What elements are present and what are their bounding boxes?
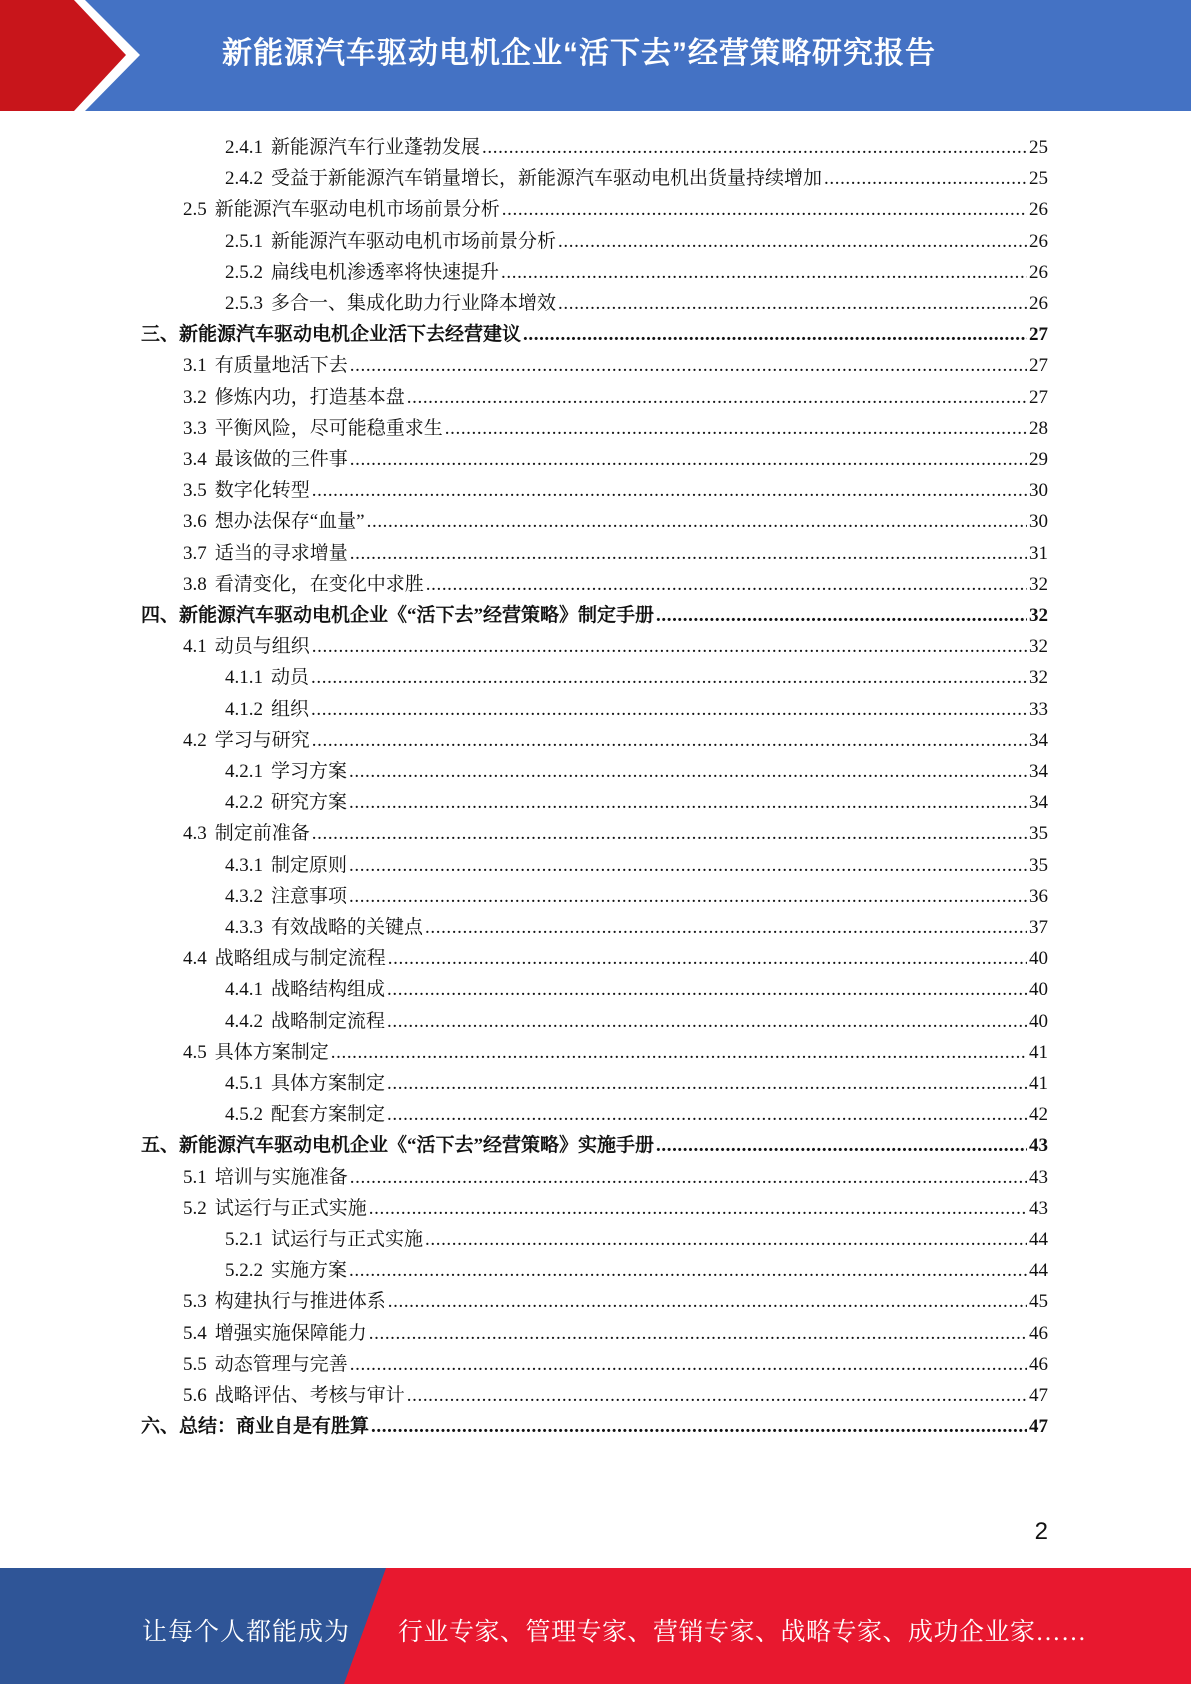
toc-entry-title: 总结：商业自是有胜算 <box>179 1416 370 1438</box>
toc-entry-title: 想办法保存“血量” <box>214 511 365 533</box>
toc-entry-page: 33 <box>1029 698 1048 720</box>
toc-entry-title: 动员与组织 <box>214 636 310 658</box>
toc-entry-number: 4.1.1 <box>225 667 263 689</box>
toc-leader-dots <box>523 324 1027 346</box>
toc-entry-number: 4.3.2 <box>225 885 263 907</box>
toc-entry-title: 受益于新能源汽车销量增长，新能源汽车驱动电机出货量持续增加 <box>271 168 823 190</box>
toc-entry[interactable] <box>183 378 1048 409</box>
toc-entry-number: 5.3 <box>183 1291 207 1313</box>
toc-leader-dots <box>426 574 1027 596</box>
toc-leader-dots <box>311 667 1027 689</box>
page-footer <box>0 1568 1191 1684</box>
footer-tagline: 行业专家、管理专家、营销专家、战略专家、成功企业家…… <box>398 1619 1087 1646</box>
toc-entry-page: 32 <box>1029 605 1048 626</box>
toc-leader-dots <box>349 886 1027 908</box>
toc-entry-page: 35 <box>1029 854 1048 876</box>
toc-entry-number: 4.4 <box>183 948 207 970</box>
toc-leader-dots <box>502 199 1027 221</box>
toc-leader-dots <box>407 1385 1027 1407</box>
toc-entry-number: 4.3 <box>183 823 207 845</box>
toc-entry-page: 46 <box>1029 1353 1048 1375</box>
toc-entry[interactable] <box>141 1407 1048 1438</box>
toc-entry[interactable] <box>225 690 1048 721</box>
toc-entry[interactable] <box>183 1345 1048 1376</box>
toc-entry-number: 2.5.2 <box>225 261 263 283</box>
toc-leader-dots <box>369 1323 1027 1345</box>
toc-entry[interactable] <box>183 721 1048 752</box>
toc-entry-number: 4.4.2 <box>225 1010 263 1032</box>
toc-entry-page: 37 <box>1029 917 1048 938</box>
toc-entry-title: 新能源汽车驱动电机市场前景分析 <box>214 199 500 221</box>
toc-entry-page: 40 <box>1029 979 1048 1001</box>
toc-leader-dots <box>445 418 1027 440</box>
toc-entry-title: 动员 <box>271 667 310 689</box>
toc-entry[interactable] <box>141 315 1048 346</box>
toc-entry[interactable] <box>183 534 1048 565</box>
page-header <box>0 0 1191 111</box>
toc-leader-dots <box>656 605 1027 627</box>
toc-entry[interactable] <box>225 253 1048 284</box>
toc-entry-page: 25 <box>1029 137 1048 158</box>
toc-entry-page: 41 <box>1029 1041 1048 1063</box>
toc-entry-page: 47 <box>1029 1416 1048 1438</box>
toc-leader-dots <box>350 1354 1027 1376</box>
toc-entry-title: 多合一、集成化助力行业降本增效 <box>271 293 557 314</box>
toc-entry-number: 3.1 <box>183 355 207 377</box>
toc-entry-title: 研究方案 <box>271 792 348 814</box>
toc-entry[interactable] <box>183 814 1048 845</box>
toc-entry-number: 五、 <box>141 1135 180 1157</box>
toc-entry-title: 制定前准备 <box>214 823 310 845</box>
toc-entry[interactable] <box>183 1189 1048 1220</box>
toc-entry[interactable] <box>225 877 1048 908</box>
toc-leader-dots <box>407 387 1027 409</box>
toc-entry-title: 培训与实施准备 <box>214 1166 348 1188</box>
toc-entry-title: 新能源汽车驱动电机市场前景分析 <box>271 230 557 252</box>
toc-entry[interactable] <box>183 939 1048 970</box>
toc-entry-number: 4.2 <box>183 729 207 751</box>
toc-entry-title: 具体方案制定 <box>271 1073 386 1094</box>
toc-entry-page: 30 <box>1029 511 1048 533</box>
toc-entry-title: 平衡风险，尽可能稳重求生 <box>214 417 443 439</box>
toc-entry-page: 34 <box>1029 792 1048 814</box>
toc-entry-page: 35 <box>1029 823 1048 845</box>
toc-leader-dots <box>312 730 1027 752</box>
toc-entry-title: 修炼内功，打造基本盘 <box>214 386 405 408</box>
toc-entry[interactable] <box>183 1033 1048 1064</box>
toc-entry-page: 44 <box>1029 1229 1048 1250</box>
toc-leader-dots <box>349 792 1027 814</box>
toc-entry-title: 组织 <box>271 698 310 720</box>
toc-leader-dots <box>425 917 1027 939</box>
toc-entry[interactable] <box>225 1002 1048 1033</box>
toc-entry[interactable] <box>183 1282 1048 1313</box>
toc-leader-dots <box>350 1167 1027 1189</box>
document-title: 新能源汽车驱动电机企业“活下去”经营策略研究报告 <box>222 37 936 70</box>
toc-entry-title: 战略组成与制定流程 <box>214 948 386 970</box>
toc-entry-number: 4.5 <box>183 1041 207 1063</box>
toc-entry-page: 26 <box>1029 293 1048 314</box>
toc-entry-number: 4.2.1 <box>225 761 263 782</box>
toc-entry-number: 四、 <box>141 605 180 626</box>
toc-entry-number: 2.5.1 <box>225 230 263 252</box>
toc-entry-number: 5.2.2 <box>225 1260 263 1282</box>
toc-entry-title: 新能源汽车驱动电机企业《“活下去”经营策略》实施手册 <box>179 1135 655 1157</box>
toc-leader-dots <box>656 1135 1027 1157</box>
toc-entry-title: 战略制定流程 <box>271 1010 386 1032</box>
toc-entry-title: 配套方案制定 <box>271 1104 386 1126</box>
toc-entry-number: 2.5.3 <box>225 293 263 314</box>
toc-entry-number: 2.5 <box>183 199 207 221</box>
toc-entry-page: 43 <box>1029 1197 1048 1219</box>
toc-entry-number: 4.5.1 <box>225 1073 263 1094</box>
toc-leader-dots <box>369 1198 1027 1220</box>
toc-entry[interactable] <box>141 1126 1048 1157</box>
toc-entry-number: 3.8 <box>183 573 207 595</box>
toc-entry-number: 4.4.1 <box>225 979 263 1001</box>
toc-entry-title: 有质量地活下去 <box>214 355 348 377</box>
toc-entry-title: 看清变化，在变化中求胜 <box>214 573 424 595</box>
toc-entry-number: 3.7 <box>183 542 207 564</box>
toc-leader-dots <box>558 231 1027 253</box>
toc-entry[interactable] <box>225 658 1048 689</box>
toc-entry-page: 44 <box>1029 1260 1048 1282</box>
toc-entry-number: 3.4 <box>183 449 207 470</box>
toc-entry[interactable] <box>225 128 1048 159</box>
toc-entry[interactable] <box>183 409 1048 440</box>
toc-entry-number: 4.5.2 <box>225 1104 263 1126</box>
toc-entry-title: 新能源汽车行业蓬勃发展 <box>271 137 481 158</box>
toc-entry[interactable] <box>225 846 1048 877</box>
toc-leader-dots <box>387 1011 1027 1033</box>
toc-entry-page: 30 <box>1029 480 1048 502</box>
page-number: 2 <box>1034 1518 1048 1545</box>
toc-entry[interactable] <box>183 471 1048 502</box>
toc-entry[interactable] <box>225 783 1048 814</box>
toc-entry[interactable] <box>225 159 1048 190</box>
toc-entry[interactable] <box>183 346 1048 377</box>
toc-leader-dots <box>388 1291 1027 1313</box>
toc-entry-number: 3.5 <box>183 480 207 502</box>
toc-leader-dots <box>387 1104 1027 1126</box>
toc-entry-title: 学习与研究 <box>214 729 310 751</box>
footer-slogan: 让每个人都能成为 <box>142 1619 351 1646</box>
toc-entry-page: 31 <box>1029 542 1048 564</box>
toc-entry-title: 试运行与正式实施 <box>271 1229 424 1250</box>
toc-entry-title: 数字化转型 <box>214 480 310 502</box>
toc-entry[interactable] <box>183 190 1048 221</box>
toc-leader-dots <box>349 761 1027 783</box>
toc-entry-page: 28 <box>1029 417 1048 439</box>
toc-entry-page: 40 <box>1029 1010 1048 1032</box>
toc-entry-page: 32 <box>1029 636 1048 658</box>
toc-entry-number: 5.2.1 <box>225 1229 263 1250</box>
toc-entry-page: 34 <box>1029 729 1048 751</box>
toc-leader-dots <box>331 1042 1027 1064</box>
toc-entry-page: 29 <box>1029 449 1048 470</box>
toc-leader-dots <box>349 855 1027 877</box>
toc-entry[interactable] <box>225 1095 1048 1126</box>
toc-entry-title: 试运行与正式实施 <box>214 1197 367 1219</box>
toc-leader-dots <box>371 1416 1027 1438</box>
toc-leader-dots <box>387 979 1027 1001</box>
toc-leader-dots <box>824 168 1027 190</box>
toc-leader-dots <box>312 636 1027 658</box>
toc-leader-dots <box>501 262 1027 284</box>
toc-leader-dots <box>388 948 1027 970</box>
toc-entry-number: 4.1 <box>183 636 207 658</box>
toc-entry-number: 5.6 <box>183 1385 207 1406</box>
toc-entry-title: 增强实施保障能力 <box>214 1322 367 1344</box>
toc-entry-number: 六、 <box>141 1416 180 1438</box>
toc-entry-number: 4.3.3 <box>225 917 263 938</box>
toc-leader-dots <box>349 1260 1027 1282</box>
toc-entry-title: 适当的寻求增量 <box>214 542 348 564</box>
toc-entry-number: 三、 <box>141 324 180 346</box>
toc-entry-number: 5.2 <box>183 1197 207 1219</box>
toc-leader-dots <box>311 699 1027 721</box>
toc-entry[interactable] <box>225 908 1048 939</box>
toc-leader-dots <box>387 1073 1027 1095</box>
toc-entry-number: 3.6 <box>183 511 207 533</box>
toc-entry-title: 注意事项 <box>271 885 348 907</box>
toc-entry-number: 5.5 <box>183 1353 207 1375</box>
toc-entry-title: 新能源汽车驱动电机企业活下去经营建议 <box>179 324 522 346</box>
toc-leader-dots <box>350 355 1027 377</box>
toc-entry-page: 25 <box>1029 168 1048 190</box>
toc-entry-page: 42 <box>1029 1104 1048 1126</box>
toc-entry[interactable] <box>225 1251 1048 1282</box>
toc-entry[interactable] <box>183 502 1048 533</box>
toc-entry-page: 45 <box>1029 1291 1048 1313</box>
toc-entry-page: 40 <box>1029 948 1048 970</box>
toc-entry-title: 构建执行与推进体系 <box>214 1291 386 1313</box>
toc-entry-title: 新能源汽车驱动电机企业《“活下去”经营策略》制定手册 <box>179 605 655 626</box>
toc-entry-title: 实施方案 <box>271 1260 348 1282</box>
toc-entry[interactable] <box>183 440 1048 471</box>
toc-entry-title: 有效战略的关键点 <box>271 917 424 938</box>
toc-entry-number: 2.4.1 <box>225 137 263 158</box>
toc-entry[interactable] <box>225 970 1048 1001</box>
toc-leader-dots <box>350 543 1027 565</box>
toc-entry-page: 47 <box>1029 1385 1048 1406</box>
toc-leader-dots <box>312 823 1027 845</box>
toc-entry-title: 最该做的三件事 <box>214 449 348 470</box>
toc-entry-title: 制定原则 <box>271 854 348 876</box>
toc-leader-dots <box>367 511 1027 533</box>
toc-leader-dots <box>312 480 1027 502</box>
toc-entry-title: 战略评估、考核与审计 <box>214 1385 405 1406</box>
toc-entry-number: 2.4.2 <box>225 168 263 190</box>
toc-entry-page: 46 <box>1029 1322 1048 1344</box>
toc-entry-title: 具体方案制定 <box>214 1041 329 1063</box>
toc-entry-page: 32 <box>1029 667 1048 689</box>
toc-entry-page: 32 <box>1029 573 1048 595</box>
toc-entry[interactable] <box>225 284 1048 315</box>
toc-entry-page: 34 <box>1029 761 1048 782</box>
toc-entry[interactable] <box>183 1158 1048 1189</box>
toc-entry-number: 4.3.1 <box>225 854 263 876</box>
toc-entry-number: 3.3 <box>183 417 207 439</box>
toc-entry-page: 26 <box>1029 261 1048 283</box>
toc-entry[interactable] <box>225 752 1048 783</box>
toc-entry-number: 4.2.2 <box>225 792 263 814</box>
toc-entry-number: 5.1 <box>183 1166 207 1188</box>
toc-entry-page: 26 <box>1029 230 1048 252</box>
toc-leader-dots <box>482 137 1027 159</box>
toc-entry-title: 学习方案 <box>271 761 348 782</box>
toc-entry[interactable] <box>183 1376 1048 1407</box>
toc-entry-title: 动态管理与完善 <box>214 1353 348 1375</box>
toc-entry-page: 27 <box>1029 386 1048 408</box>
toc-entry-page: 26 <box>1029 199 1048 221</box>
toc-entry-page: 36 <box>1029 885 1048 907</box>
toc-entry-page: 41 <box>1029 1073 1048 1094</box>
toc-entry[interactable] <box>225 1064 1048 1095</box>
toc-entry[interactable] <box>141 596 1048 627</box>
toc-entry[interactable] <box>225 1220 1048 1251</box>
toc-entry-title: 战略结构组成 <box>271 979 386 1001</box>
toc-entry-number: 4.1.2 <box>225 698 263 720</box>
toc-entry[interactable] <box>225 222 1048 253</box>
toc-entry[interactable] <box>183 627 1048 658</box>
toc-entry-number: 5.4 <box>183 1322 207 1344</box>
toc-entry-page: 43 <box>1029 1135 1048 1157</box>
toc-entry-number: 3.2 <box>183 386 207 408</box>
toc-leader-dots <box>425 1229 1027 1251</box>
toc-entry[interactable] <box>183 1314 1048 1345</box>
toc-entry-page: 43 <box>1029 1166 1048 1188</box>
toc-entry-title: 扁线电机渗透率将快速提升 <box>271 261 500 283</box>
toc-entry[interactable] <box>183 565 1048 596</box>
toc-leader-dots <box>350 449 1027 471</box>
toc-leader-dots <box>558 293 1027 315</box>
toc-entry-page: 27 <box>1029 355 1048 377</box>
toc-entry-page: 27 <box>1029 324 1048 346</box>
